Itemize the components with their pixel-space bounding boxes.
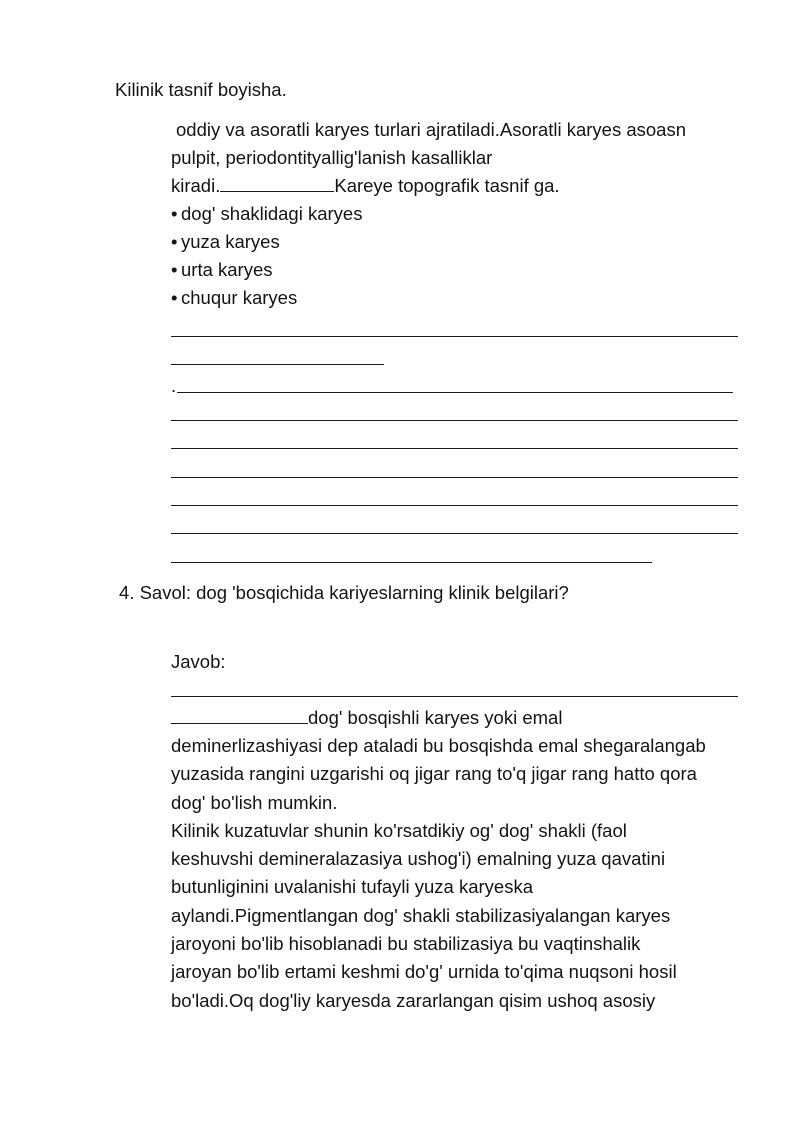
blank-line	[171, 364, 384, 365]
answer-line: butunliginini uvalanishi tufayli yuza karyeska	[171, 876, 533, 898]
blank-line	[171, 477, 738, 478]
answer-line: jaroyan bo'lib ertami keshmi do'g' urnida to'qima nuqsoni hosil	[171, 961, 677, 983]
bullet-item: • yuza karyes	[171, 228, 280, 256]
bullet-icon: •	[171, 231, 178, 252]
text-line	[171, 172, 560, 200]
answer-line: keshuvshi demineralazasiya ushog'i) emalning yuza qavatini	[171, 848, 666, 870]
question-text: 4. Savol: dog 'bosqichida kariyeslarning klinik belgilari?	[119, 582, 569, 603]
blank-line	[171, 696, 738, 697]
bullet-icon: •	[171, 259, 178, 280]
bullet-item: • chuqur karyes	[171, 284, 297, 312]
answer-line: yuzasida rangini uzgarishi oq jigar rang to'q jigar rang hatto qora	[171, 763, 697, 785]
text-fragment: Kareye topografik tasnif ga.	[334, 175, 560, 196]
bullet-item: • urta karyes	[171, 256, 273, 284]
dot-mark: .	[171, 375, 177, 396]
blank-line	[171, 505, 738, 506]
answer-line: Kilinik kuzatuvlar shunin ko'rsatdikiy og' dog' shakli (faol	[171, 819, 627, 841]
bullet-icon: •	[171, 203, 178, 224]
answer-line: dog' bo'lish mumkin.	[171, 791, 338, 813]
blank-line	[171, 448, 738, 449]
blank-line	[171, 562, 652, 563]
text-line: oddiy va asoratli karyes turlari ajratiladi.Asoratli karyes asoasn	[176, 119, 686, 140]
answer-line: deminerlizashiyasi dep ataladi bu bosqishda emal shegaralangab	[171, 735, 706, 756]
text-fragment: dog' bosqishli karyes yoki emal	[308, 707, 563, 728]
answer-line: aylandi.Pigmentlangan dog' shakli stabilizasiyalangan karyes	[171, 904, 671, 926]
blank-line	[171, 336, 738, 337]
answer-line: jaroyoni bo'lib hisoblanadi bu stabilizasiya bu vaqtinshalik	[171, 933, 641, 955]
fill-in-blank	[220, 173, 334, 192]
text-line: pulpit, periodontityallig'lanish kasalliklar	[171, 147, 493, 168]
answer-line: bo'ladi.Oq dog'liy karyesda zararlangan qisim ushoq asosiy	[171, 989, 656, 1011]
fill-in-blank	[171, 705, 308, 724]
bullet-item: • dog' shaklidagi karyes	[171, 200, 362, 228]
bullet-icon: •	[171, 287, 178, 308]
answer-paragraph	[171, 732, 751, 1015]
blank-line	[171, 533, 738, 534]
text-line	[171, 704, 562, 732]
blank-line	[177, 392, 733, 393]
blank-line	[171, 420, 738, 421]
answer-label: Javob:	[171, 651, 226, 672]
section-heading: Kilinik tasnif boyisha.	[115, 79, 287, 100]
text-fragment: kiradi.	[171, 175, 221, 196]
